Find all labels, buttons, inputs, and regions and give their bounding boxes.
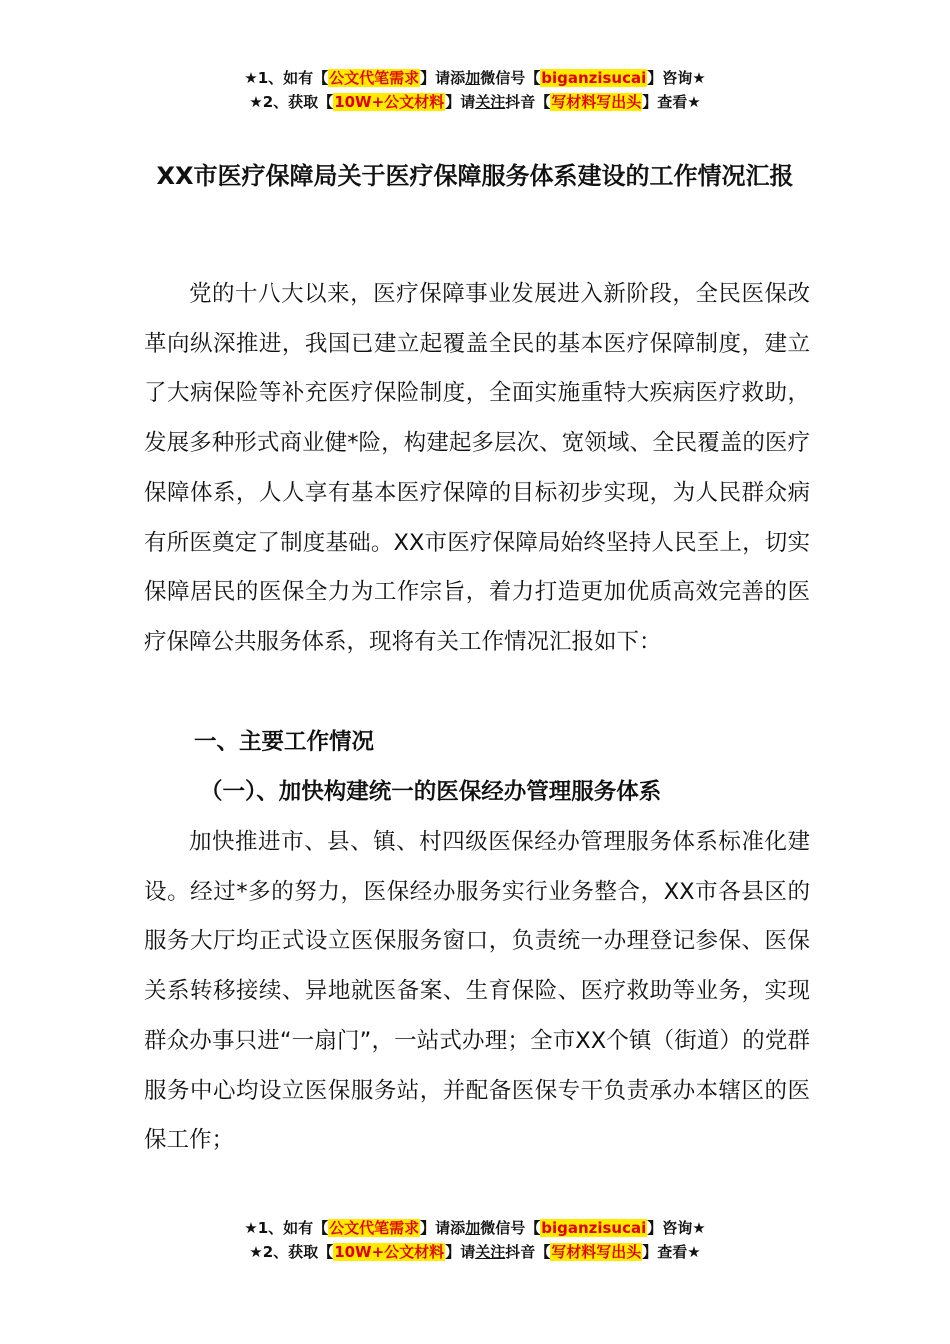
promo-text: 抖音【 bbox=[505, 93, 551, 111]
promo-text: 】查看★ bbox=[642, 93, 701, 111]
promo-banner-top bbox=[0, 66, 950, 114]
promo-text: ★1、如有【 bbox=[244, 1219, 329, 1237]
promo-text: ★2、获取【 bbox=[249, 93, 334, 111]
promo-underlined-text: 关注 bbox=[475, 93, 506, 111]
section-heading: 一、主要工作情况 bbox=[194, 729, 375, 755]
subsection-paragraph-block bbox=[144, 818, 810, 1166]
subsection-heading-block bbox=[144, 768, 810, 818]
promo-underlined-text: 加 bbox=[465, 69, 481, 87]
promo-highlight-wechat-id: biganzisucai bbox=[541, 1219, 647, 1237]
promo-banner-bottom bbox=[0, 1216, 950, 1264]
promo-text: 】请 bbox=[445, 93, 476, 111]
promo-underlined-text: 关注 bbox=[475, 1243, 506, 1261]
promo-line-2 bbox=[0, 90, 950, 114]
promo-highlight-wechat-id: biganzisucai bbox=[541, 69, 647, 87]
promo-text: 】查看★ bbox=[642, 1243, 701, 1261]
promo-text: ★1、如有【 bbox=[244, 69, 329, 87]
subsection-heading: （一）、加快构建统一的医保经办管理服务体系 bbox=[200, 779, 662, 805]
subsection-paragraph: 加快推进市、县、镇、村四级医保经办管理服务体系标准化建设。经过*多的努力，医保经办服务实行业务整合，XX市各县区的服务大厅均正式设立医保服务窗口，负责统一办理登记参保、医保关系转移接续、异地就医备案、生育保险、医疗救助等业务，实现群众办事只进“一扇门”，一站式办理；全市XX个镇（街道）的党群服务中心均设立医保服务站，并配备医保专干负责承办本辖区的医保工作； bbox=[144, 829, 810, 1154]
promo-line-2 bbox=[0, 1240, 950, 1264]
promo-highlight: 10W+公文材料 bbox=[334, 1243, 445, 1261]
promo-line-1 bbox=[0, 66, 950, 90]
promo-text: 抖音【 bbox=[505, 1243, 551, 1261]
promo-text: 】咨询★ bbox=[647, 1219, 706, 1237]
promo-text: 】请 bbox=[445, 1243, 476, 1261]
promo-highlight-douyin-id: 写材料写出头 bbox=[551, 1243, 642, 1261]
promo-highlight-douyin-id: 写材料写出头 bbox=[551, 93, 642, 111]
promo-text: 】咨询★ bbox=[647, 69, 706, 87]
promo-highlight: 公文代笔需求 bbox=[329, 69, 420, 87]
promo-text: 】请添 bbox=[420, 69, 466, 87]
section-heading-block bbox=[144, 718, 810, 768]
promo-highlight: 10W+公文材料 bbox=[334, 93, 445, 111]
promo-highlight: 公文代笔需求 bbox=[329, 1219, 420, 1237]
promo-text: 微信号【 bbox=[480, 1219, 541, 1237]
promo-text: 】请添 bbox=[420, 1219, 466, 1237]
promo-text: 微信号【 bbox=[480, 69, 541, 87]
intro-paragraph: 党的十八大以来，医疗保障事业发展进入新阶段，全民医保改革向纵深推进，我国已建立起覆盖全民的基本医疗保障制度，建立了大病保险等补充医疗保险制度，全面实施重特大疾病医疗救助，发展多种形式商业健*险，构建起多层次、宽领域、全民覆盖的医疗保障体系，人人享有基本医疗保障的目标初步实现，为人民群众病有所医奠定了制度基础。XX市医疗保障局始终坚持人民至上，切实保障居民的医保全力为工作宗旨，着力打造更加优质高效完善的医疗保障公共服务体系，现将有关工作情况汇报如下： bbox=[144, 281, 810, 655]
intro-paragraph-block bbox=[144, 270, 810, 668]
promo-line-1 bbox=[0, 1216, 950, 1240]
promo-text: ★2、获取【 bbox=[249, 1243, 334, 1261]
document-title: XX市医疗保障局关于医疗保障服务体系建设的工作情况汇报 bbox=[156, 162, 794, 190]
promo-underlined-text: 加 bbox=[465, 1219, 481, 1237]
